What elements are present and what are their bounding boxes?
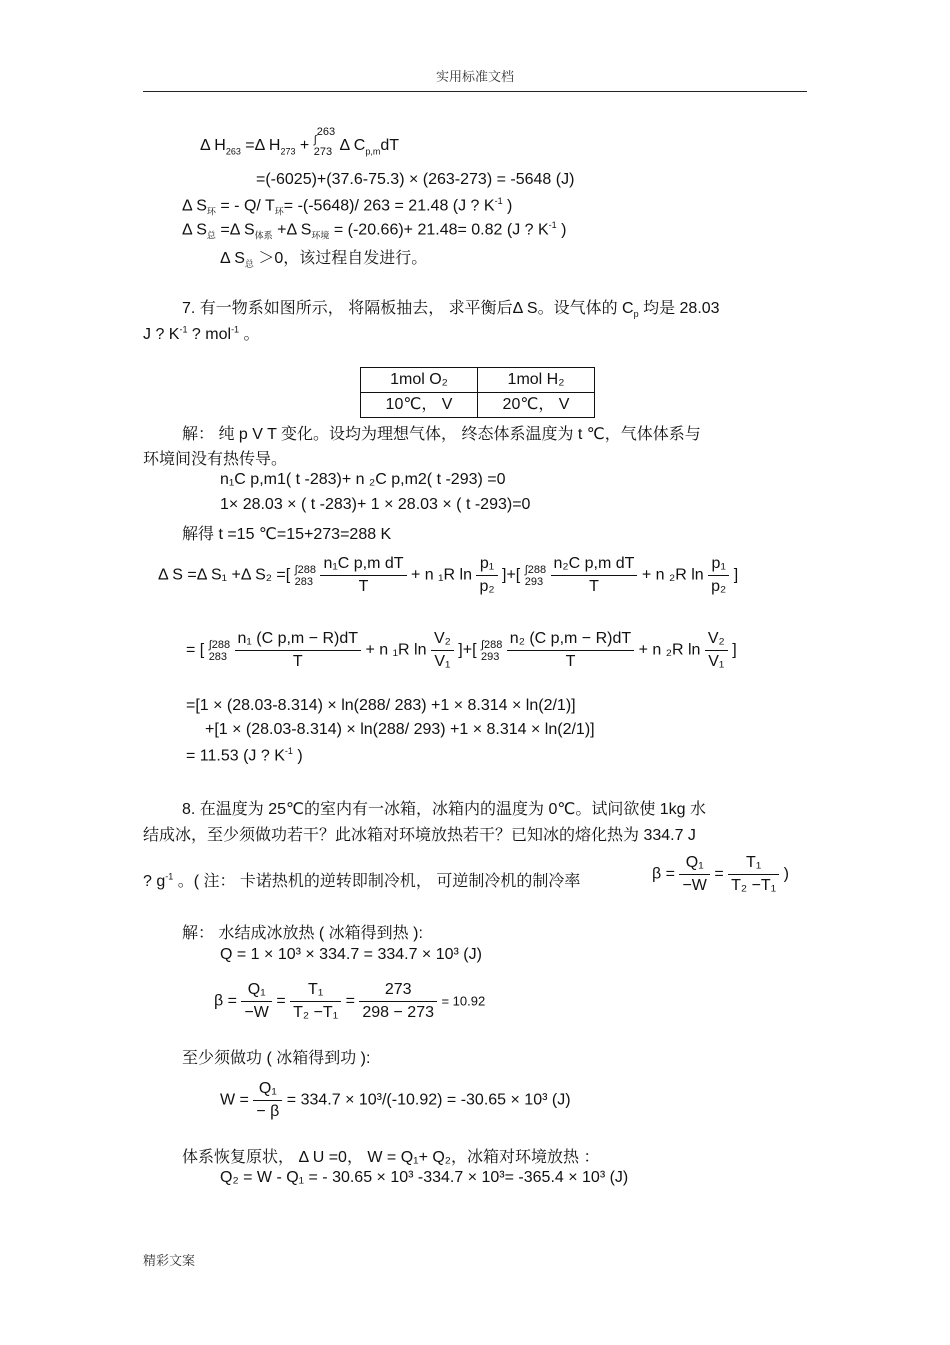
text-ds: Δ S — [182, 197, 207, 215]
integral-limits: ∫288 283 — [294, 563, 317, 588]
q7-text: 7. 有一物系如图所示， 将隔板抽去， 求平衡后Δ S。设气体的 C — [182, 300, 634, 317]
frac-num: n₂C p,m dT — [551, 553, 638, 576]
q8-heat-released: Q = 1 × 10³ × 334.7 = 334.7 × 10³ (J) — [220, 946, 482, 963]
q8-statement-line2: 结成冰，至少须做功若干？此冰箱对环境放热若干？已知冰的熔化热为 334.7 J — [143, 827, 696, 844]
fraction — [359, 979, 437, 1024]
fraction — [728, 852, 779, 897]
frac-num: V₂ — [705, 628, 728, 651]
frac-den: −W — [682, 877, 707, 894]
symbol-beta: β — [214, 992, 224, 1010]
exp-minus1-b: -1 — [231, 324, 240, 335]
integral-limits: ∫288 293 — [524, 563, 547, 588]
text-ds-sys: =Δ S — [215, 221, 255, 239]
frac-den: V₁ — [434, 653, 451, 670]
table-row — [361, 368, 595, 393]
q7-entropy-formula-volume — [186, 628, 737, 673]
text-conclusion: ＞0，该过程自发进行。 — [253, 250, 428, 267]
fraction-v — [705, 628, 728, 673]
integral-limits: ∫288 293 — [480, 638, 503, 663]
symbol-eq: = — [276, 992, 286, 1010]
text-lhs: = [ — [186, 641, 205, 659]
sub-total: 总 — [206, 230, 216, 241]
gas-system-table — [360, 367, 595, 418]
sub-pm: p,m — [365, 146, 381, 157]
frac-den: V₁ — [708, 653, 725, 670]
table-row — [361, 393, 595, 418]
text-n1r-ln: + n ₁R ln — [411, 566, 477, 584]
q8-restore-line: 体系恢复原状， Δ U =0， W = Q₁+ Q₂，冰箱对环境放热 ： — [182, 1149, 600, 1166]
q7-solution-line1: 解： 纯 p V T 变化。设均为理想气体， 终态体系温度为 t ℃，气体体系与 — [182, 426, 701, 443]
int-top: 288 — [527, 563, 547, 576]
text-ds: Δ S — [220, 250, 245, 267]
page-footer: 精彩文案 — [143, 1253, 196, 1268]
q8-statement-line3 — [143, 868, 580, 891]
symbol-eq: = — [227, 992, 237, 1010]
fraction — [320, 553, 406, 598]
frac-num: n₁ (C p,m − R)dT — [235, 628, 362, 651]
symbol-eq: = — [665, 865, 675, 883]
exp-minus1: -1 — [494, 196, 503, 206]
text-bracket: ]+[ — [458, 641, 477, 659]
q7-statement-line2 — [143, 321, 260, 344]
page-header: 实用标准文档 — [435, 69, 514, 84]
fraction-p — [708, 553, 729, 598]
sub-environment: 环境 — [311, 230, 330, 241]
fraction-p — [476, 553, 497, 598]
q8-solution-line1: 解： 水结成冰放热 ( 冰箱得到热 ): — [182, 925, 423, 942]
symbol-eq: = — [345, 992, 355, 1010]
text-close: ) — [783, 865, 789, 883]
frac-num: p₁ — [708, 553, 729, 576]
frac-den: p₂ — [479, 578, 495, 595]
text-dc: Δ C — [339, 137, 366, 155]
text-env-value: = -(-5648)/ 263 = 21.48 (J ? K — [283, 197, 495, 215]
q8-note: 。( 注： 卡诺热机的逆转即制冷机， 可逆制冷机的制冷率 — [173, 873, 581, 890]
int-top: 288 — [483, 638, 503, 651]
work-result: = 334.7 × 10³/(-10.92) = -30.65 × 10³ (J) — [286, 1091, 571, 1109]
sub-system: 体系 — [254, 230, 273, 241]
frac-den: p₂ — [711, 578, 727, 595]
q8-cop-calculation — [214, 979, 485, 1024]
text-bracket: ]+[ — [502, 566, 521, 584]
period: 。 — [239, 326, 260, 343]
q8-cop-formula — [652, 852, 789, 897]
sub-total: 总 — [244, 259, 254, 270]
text-total-value: = (-20.66)+ 21.48= 0.82 (J ? K — [329, 221, 549, 239]
q8-work-heading: 至少须做功 ( 冰箱得到功 ): — [182, 1050, 371, 1067]
frac-den: T — [292, 653, 303, 670]
int-bot: 283 — [294, 575, 313, 588]
eq-entropy-env — [182, 196, 512, 218]
frac-den: T — [589, 578, 599, 595]
cell-h2-amount: 1mol H₂ — [478, 368, 595, 393]
text-close: ) — [292, 747, 303, 765]
exp-minus1: -1 — [165, 871, 174, 882]
frac-num: n₂ (C p,m − R)dT — [507, 628, 634, 651]
frac-num: T₁ — [290, 979, 341, 1002]
unit-g: ? g — [143, 873, 166, 890]
exp-minus1: -1 — [284, 746, 293, 756]
symbol-beta: β — [652, 865, 662, 883]
symbol-eq: = — [714, 865, 724, 883]
fraction — [551, 553, 638, 598]
fraction — [679, 852, 709, 897]
q7-result-line1: =[1 × (28.03-8.314) × ln(288/ 283) +1 × 8.314 × ln(2/1)] — [186, 697, 576, 714]
q8-work-calculation — [220, 1078, 571, 1123]
int-bot: 293 — [524, 575, 544, 588]
frac-num: Q₁ — [241, 979, 271, 1002]
conclusion-spontaneous — [220, 245, 427, 270]
int-top: 263 — [316, 126, 336, 138]
text-bracket-close: ] — [732, 641, 737, 659]
header-rule — [143, 91, 807, 92]
q7-entropy-formula — [158, 553, 738, 598]
exp-minus1: -1 — [179, 324, 188, 335]
text-ds-env: +Δ S — [272, 221, 312, 239]
text-dt: dT — [380, 137, 400, 155]
frac-num: n₁C p,m dT — [320, 553, 406, 576]
text-close: ) — [556, 221, 567, 239]
integral-limits: ∫288 283 — [208, 638, 231, 663]
fraction — [241, 979, 271, 1024]
frac-den: 298 − 273 — [362, 1004, 434, 1021]
q7-statement-line1 — [182, 295, 720, 319]
sub-p: p — [633, 309, 639, 320]
q8-heat-to-env: Q₂ = W - Q₁ = - 30.65 × 10³ -334.7 × 10³= -365.4 × 10³ (J) — [220, 1169, 629, 1186]
text-n2r-ln: + n ₂R ln — [638, 641, 705, 659]
frac-den: −W — [244, 1004, 269, 1021]
eq-enthalpy-value: =(-6025)+(37.6-75.3) × (263-273) = -5648 (J) — [256, 171, 575, 188]
eq-entropy-total — [182, 220, 566, 242]
text-eq-dh: =Δ H — [240, 137, 281, 155]
cell-o2-amount: 1mol O₂ — [361, 368, 478, 393]
unit-mol: ? mol — [187, 326, 232, 343]
int-bot: 273 — [313, 146, 333, 158]
frac-den: T — [565, 653, 576, 670]
sub-env: 环 — [206, 206, 216, 217]
sub-263: 263 — [225, 146, 241, 157]
unit-jk: J ? K — [143, 326, 180, 343]
frac-den: T₂ −T₁ — [731, 877, 777, 894]
sub-env2: 环 — [274, 206, 284, 217]
int-top: 288 — [297, 563, 317, 576]
cell-o2-state: 10℃， V — [361, 393, 478, 418]
cop-result: = 10.92 — [441, 993, 486, 1009]
text-q-t: = - Q/ T — [215, 197, 275, 215]
frac-num: p₁ — [476, 553, 497, 576]
fraction — [507, 628, 634, 673]
fraction — [235, 628, 362, 673]
sub-273: 273 — [280, 146, 296, 157]
fraction — [253, 1078, 282, 1123]
q7-heat-balance-numeric: 1× 28.03 × ( t -283)+ 1 × 28.03 × ( t -293)=0 — [220, 496, 531, 513]
text-bracket-close: ] — [733, 566, 739, 584]
integral-limits: ∫263 273 — [313, 126, 336, 158]
text-n1r-ln: + n ₁R ln — [365, 641, 431, 659]
frac-den: T₂ −T₁ — [293, 1004, 339, 1021]
text-w: W = — [220, 1091, 249, 1109]
frac-den: − β — [256, 1103, 280, 1120]
text-close: ) — [502, 197, 513, 215]
q7-solution-line2: 环境间没有热传导。 — [143, 451, 288, 468]
fraction-v — [431, 628, 454, 673]
q7-result-line2: +[1 × (28.03-8.314) × ln(288/ 293) +1 × 8.314 × ln(2/1)] — [205, 721, 595, 738]
text-ds: Δ S — [182, 221, 207, 239]
text-ds-lhs: Δ S =Δ S₁ +Δ S₂ =[ — [158, 566, 291, 584]
frac-num: V₂ — [431, 628, 454, 651]
q8-statement-line1: 8. 在温度为 25℃的室内有一冰箱，冰箱内的温度为 0℃。试问欲使 1kg 水 — [182, 801, 707, 818]
text-dh: Δ H — [200, 137, 226, 155]
eq-enthalpy-263 — [200, 126, 400, 158]
exp-minus1: -1 — [548, 220, 557, 230]
q7-result-final — [186, 746, 303, 765]
text-result: = 11.53 (J ? K — [186, 747, 285, 765]
frac-num: 273 — [359, 979, 437, 1002]
text-n2r-ln: + n ₂R ln — [641, 566, 709, 584]
frac-num: T₁ — [728, 852, 779, 875]
fraction — [290, 979, 341, 1024]
cell-h2-state: 20℃， V — [478, 393, 595, 418]
int-top: 288 — [211, 638, 231, 651]
text-plus: + — [295, 137, 314, 155]
q7-text-b: 均是 28.03 — [638, 300, 720, 317]
int-bot: 283 — [208, 650, 228, 663]
frac-num: Q₁ — [253, 1078, 282, 1101]
q7-heat-balance: n₁C p,m1( t -283)+ n ₂C p,m2( t -293) =0 — [220, 471, 506, 488]
frac-num: Q₁ — [679, 852, 709, 875]
q7-final-temperature: 解得 t =15 ℃=15+273=288 K — [182, 526, 392, 543]
frac-den: T — [358, 578, 369, 595]
int-bot: 293 — [480, 650, 500, 663]
